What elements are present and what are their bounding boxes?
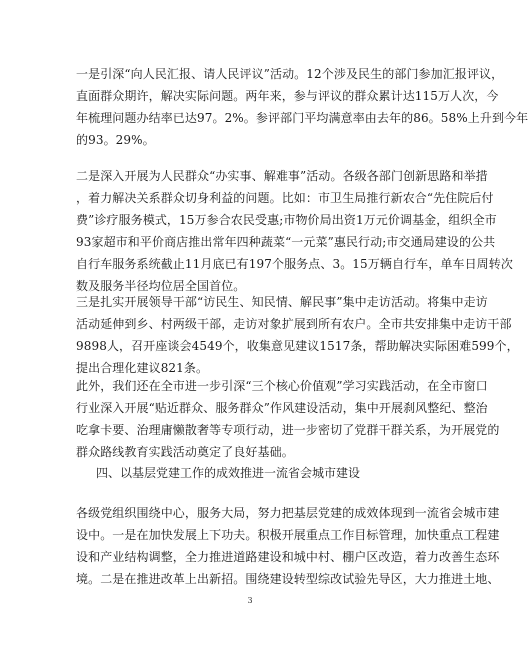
paragraph-5 xyxy=(76,502,500,590)
text-line: 93家超市和平价商店推出常年四种蔬菜“一元菜”惠民行动;市交通局建设的公共 xyxy=(76,235,496,249)
text-line: 此外，我们还在全市进一步引深“三个核心价值观”学习实践活动，在全市窗口 xyxy=(76,379,488,393)
text-line: ，着力解决关系群众切身利益的问题。比如：市卫生局推行新农合“先住院后付 xyxy=(76,191,494,205)
text-line: 活动延伸到乡、村两级干部，走访对象扩展到所有农户。全市共安排集中走访干部 xyxy=(76,317,512,331)
text-line: 行业深入开展“贴近群众、服务群众”作风建设活动，集中开展刹风整纪、整治 xyxy=(76,401,488,415)
text-line: 设中。一是在加快发展上下功夫。积极开展重点工作目标管理，加快重点工程建 xyxy=(76,528,500,542)
paragraph-4 xyxy=(76,375,500,463)
paragraph-3 xyxy=(76,291,519,379)
text-line: 直面群众期许，解决实际问题。两年来，参与评议的群众累计达115万人次，今 xyxy=(76,89,499,103)
text-line: 三是扎实开展领导干部“访民生、知民情、解民事”集中走访活动。将集中走访 xyxy=(76,295,488,309)
section-heading: 四、以基层党建工作的成效推进一流省会城市建设 xyxy=(96,466,361,480)
text-line: 提出合理化建议821条。 xyxy=(76,361,209,375)
text-line: 自行车服务系统截止11月底已有197个服务点、3。15万辆自行车，单车日周转次 xyxy=(76,257,513,271)
text-line: 的93。29%。 xyxy=(76,133,155,147)
text-line: 二是深入开展为人民群众“办实事、解难事”活动。各级各部门创新思路和举措 xyxy=(76,169,488,183)
text-line: 年梳理问题办结率已达97。2%。参评部门平均满意率由去年的86。58%上升到今年 xyxy=(76,111,528,125)
text-line: 群众路线教育实践活动奠定了良好基础。 xyxy=(76,445,294,459)
text-line: 一是引深“向人民汇报、请人民评议”活动。12个涉及民生的部门参加汇报评议， xyxy=(76,67,504,81)
paragraph-1 xyxy=(76,63,528,151)
text-line: 数及服务半径均位居全国首位。 xyxy=(76,279,246,293)
text-line: 吃拿卡要、治理庸懒散奢等专项行动，进一步密切了党群干群关系，为开展党的 xyxy=(76,423,500,437)
text-line: 9898人，召开座谈会4549个，收集意见建议1517条，帮助解决实际困难599个， xyxy=(76,339,519,353)
text-line: 境。二是在推进改革上出新招。围绕建设转型综改试验先导区，大力推进土地、 xyxy=(76,572,500,586)
text-line: 设和产业结构调整，全力推进道路建设和城中村、棚户区改造，着力改善生态环 xyxy=(76,550,500,564)
text-line: 各级党组织围绕中心，服务大局，努力把基层党建的成效体现到一流省会城市建 xyxy=(76,506,500,520)
text-line: 费”诊疗服务模式，15万参合农民受惠;市物价局出资1万元价调基金，组织全市 xyxy=(76,213,497,227)
paragraph-2 xyxy=(76,165,513,297)
page-number: 3 xyxy=(247,596,253,605)
